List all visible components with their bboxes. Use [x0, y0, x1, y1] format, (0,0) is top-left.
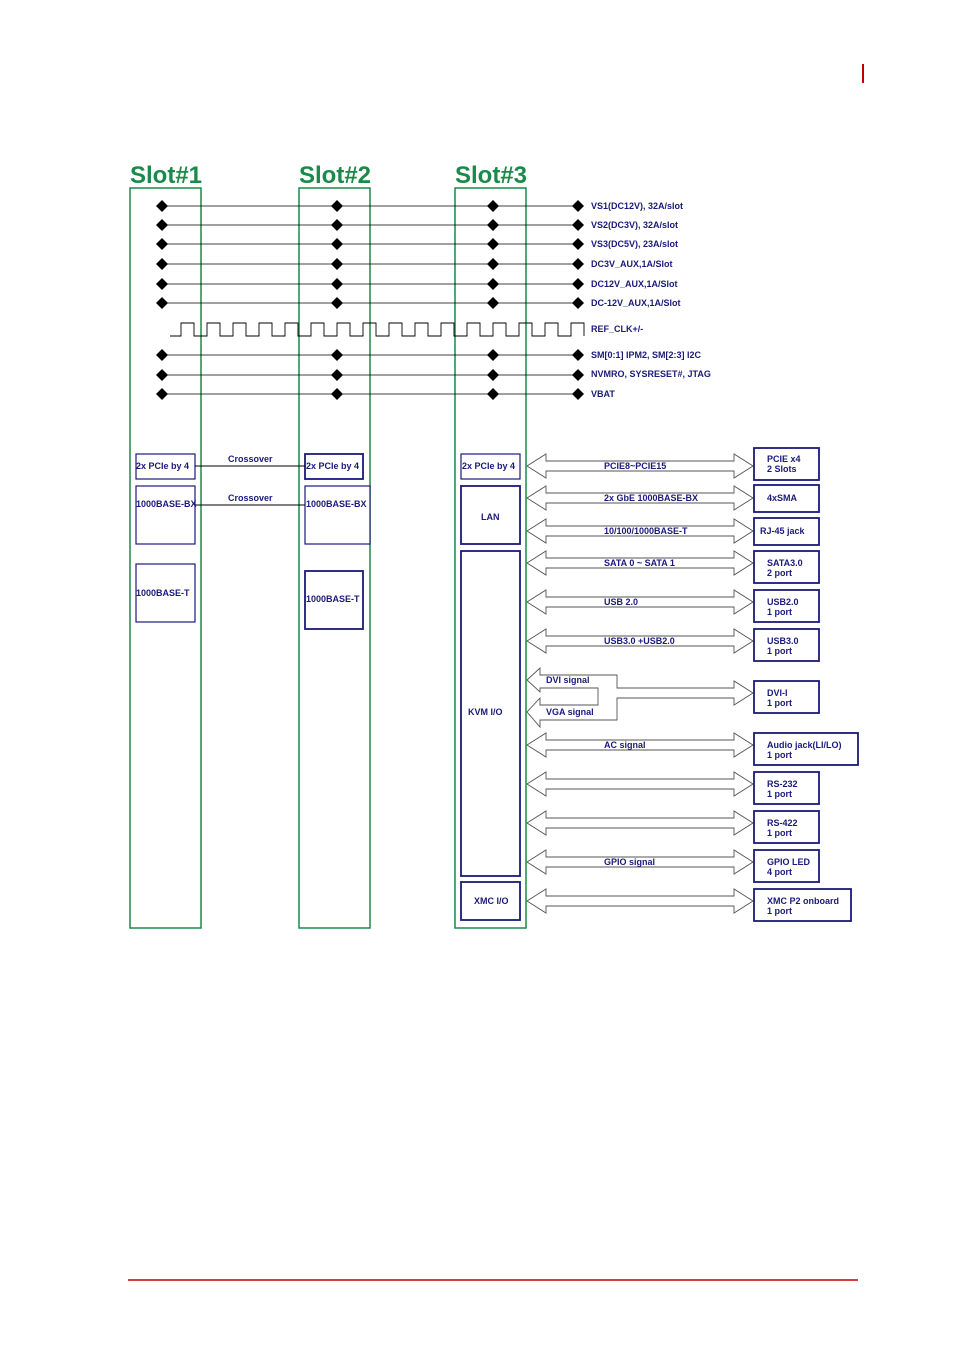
bus-label: VS2(DC3V), 32A/slot [591, 220, 679, 230]
svg-text:RS-232: RS-232 [767, 779, 798, 789]
slot3-title: Slot#3 [455, 162, 528, 189]
svg-text:2 Slots: 2 Slots [767, 464, 797, 474]
bus-vs1 [156, 200, 683, 212]
signal-label: AC signal [604, 740, 646, 750]
signal-arrow-usb3 [527, 629, 753, 653]
slot2-title: Slot#2 [299, 162, 372, 189]
bus-dc3v-aux [156, 258, 673, 270]
svg-text:DVI-I: DVI-I [767, 688, 788, 698]
bus-vs2 [156, 219, 678, 231]
bus-label: SM[0:1] IPM2, SM[2:3] I2C [591, 350, 702, 360]
port-4xsma [754, 485, 819, 512]
slot3-xmc-label: XMC I/O [474, 896, 509, 906]
bus-label: DC-12V_AUX,1A/Slot [591, 298, 681, 308]
signal-arrow-xmc [527, 889, 753, 913]
svg-text:4 port: 4 port [767, 867, 793, 877]
signal-label: 2x GbE 1000BASE-BX [604, 493, 699, 503]
port-rs422 [754, 811, 819, 843]
slot3-lan-label: LAN [481, 512, 500, 522]
bus-label: VS3(DC5V), 23A/slot [591, 239, 679, 249]
signal-label: USB3.0 +USB2.0 [604, 636, 675, 646]
svg-text:1 port: 1 port [767, 789, 793, 799]
svg-text:2 port: 2 port [767, 568, 793, 578]
svg-text:1 port: 1 port [767, 906, 793, 916]
crossover-label: Crossover [228, 493, 273, 503]
slot2-pcie-label: 2x PCIe by 4 [306, 461, 360, 471]
svg-text:USB3.0: USB3.0 [767, 636, 799, 646]
bus-vs3 [156, 238, 678, 250]
svg-text:1 port: 1 port [767, 646, 793, 656]
bus-label: VBAT [591, 389, 615, 399]
svg-text:RS-422: RS-422 [767, 818, 798, 828]
signal-arrow-usb2 [527, 590, 753, 614]
bus-label: DC12V_AUX,1A/Slot [591, 279, 678, 289]
svg-text:RJ-45 jack: RJ-45 jack [760, 526, 805, 536]
signal-arrow-gbe [527, 486, 753, 510]
port-audio [754, 733, 858, 765]
signal-label: PCIE8~PCIE15 [604, 461, 667, 471]
svg-text:Audio jack(LI/LO): Audio jack(LI/LO) [767, 740, 842, 750]
svg-text:XMC P2 onboard: XMC P2 onboard [767, 896, 840, 906]
port-xmc-p2 [754, 889, 851, 921]
svg-text:SATA3.0: SATA3.0 [767, 558, 803, 568]
slot1-frame [130, 188, 201, 928]
slot2-t-label: 1000BASE-T [306, 594, 360, 604]
svg-text:4xSMA: 4xSMA [767, 493, 798, 503]
svg-text:1 port: 1 port [767, 698, 793, 708]
clock-label: REF_CLK+/- [591, 324, 644, 334]
signal-label: SATA 0 ~ SATA 1 [604, 558, 675, 568]
signal-arrow-base-t [527, 519, 753, 543]
slot3-kvm-label: KVM I/O [468, 707, 503, 717]
bus-dc-12v-aux [156, 297, 681, 309]
svg-text:PCIE x4: PCIE x4 [767, 454, 801, 464]
svg-text:USB2.0: USB2.0 [767, 597, 799, 607]
svg-text:1 port: 1 port [767, 828, 793, 838]
slot1-bx-label: 1000BASE-BX [136, 499, 197, 509]
signal-arrow-ac [527, 733, 753, 757]
signal-arrow-gpio [527, 850, 753, 874]
slot1-title: Slot#1 [130, 162, 203, 189]
slot2-frame [299, 188, 370, 928]
slot3-pcie-label: 2x PCIe by 4 [462, 461, 516, 471]
crossover-label: Crossover [228, 454, 273, 464]
bus-vbat [156, 388, 615, 400]
bus-nvmro [156, 369, 711, 381]
bus-label: VS1(DC12V), 32A/slot [591, 201, 684, 211]
bus-label: NVMRO, SYSRESET#, JTAG [591, 369, 711, 379]
slot1-t-label: 1000BASE-T [136, 588, 190, 598]
signal-arrow-sata [527, 551, 753, 575]
port-gpio-led [754, 850, 819, 882]
port-sata3 [754, 551, 819, 583]
bus-sm [156, 349, 702, 361]
signal-label: DVI signal [546, 675, 590, 685]
slot2-bx-label: 1000BASE-BX [306, 499, 367, 509]
port-rs232 [754, 772, 819, 804]
slot1-bx-block [136, 486, 195, 544]
signal-arrow-rs232 [527, 772, 753, 796]
svg-text:GPIO LED: GPIO LED [767, 857, 811, 867]
slot1-pcie-label: 2x PCIe by 4 [136, 461, 190, 471]
signal-label: GPIO signal [604, 857, 656, 867]
port-rj45 [754, 518, 819, 545]
slot2-bx-block [305, 486, 370, 544]
signal-arrow-pcie [527, 454, 753, 478]
port-pcie-x4 [754, 448, 819, 480]
bus-dc12v-aux [156, 278, 678, 290]
port-dvi [754, 681, 819, 713]
signal-arrow-dvi-vga [527, 668, 753, 727]
bus-label: DC3V_AUX,1A/Slot [591, 259, 673, 269]
svg-text:1 port: 1 port [767, 607, 793, 617]
signal-label: 10/100/1000BASE-T [604, 526, 688, 536]
ref-clock-waveform [170, 323, 643, 336]
signal-arrow-rs422 [527, 811, 753, 835]
port-usb3 [754, 629, 819, 661]
port-usb2 [754, 590, 819, 622]
signal-label: USB 2.0 [604, 597, 639, 607]
svg-text:1 port: 1 port [767, 750, 793, 760]
signal-label: VGA signal [546, 707, 594, 717]
